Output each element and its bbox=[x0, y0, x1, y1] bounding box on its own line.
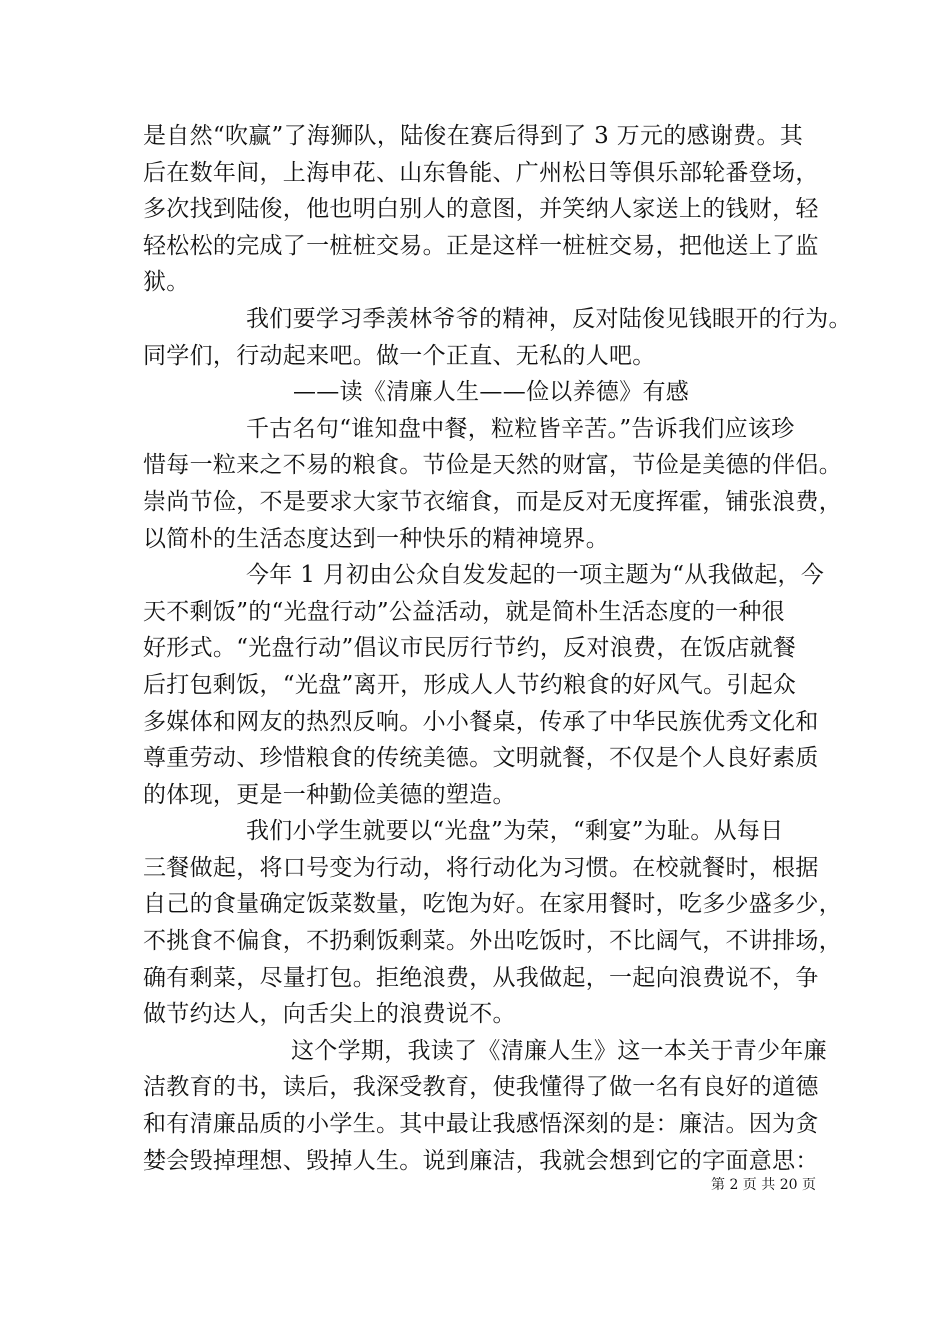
text-line-15: 好形式。“光盘行动”倡议市民厉行节约，反对浪费，在饭店就餐 bbox=[143, 635, 797, 662]
text-line-21: 三餐做起，将口号变为行动，将行动化为习惯。在校就餐时，根据 bbox=[143, 854, 819, 881]
text-line-25: 做节约达人，向舌尖上的浪费说不。 bbox=[143, 1001, 516, 1028]
text-line-23: 不挑食不偏食，不扔剩饭剩菜。外出吃饭时，不比阔气，不讲排场， bbox=[143, 928, 842, 955]
text-line-4: 轻松松的完成了一桩桩交易。正是这样一桩桩交易，把他送上了监 bbox=[143, 232, 819, 259]
text-line-7: 同学们，行动起来吧。做一个正直、无私的人吧。 bbox=[143, 342, 656, 369]
text-line-6: 我们要学习季羡林爷爷的精神，反对陆俊见钱眼开的行为。 bbox=[246, 305, 852, 332]
text-line-24: 确有剩菜，尽量打包。拒绝浪费，从我做起，一起向浪费说不，争 bbox=[143, 964, 819, 991]
text-line-20: 我们小学生就要以“光盘”为荣，“剩宴”为耻。从每日 bbox=[246, 818, 784, 845]
text-line-26: 这个学期，我读了《清廉人生》这一本关于青少年廉 bbox=[291, 1037, 827, 1064]
text-line-9: 千古名句“谁知盘中餐，粒粒皆辛苦。”告诉我们应该珍 bbox=[246, 415, 795, 442]
page-number: 第 2 页 共 20 页 bbox=[711, 1177, 816, 1193]
text-line-27: 洁教育的书，读后，我深受教育，使我懂得了做一名有良好的道德 bbox=[143, 1074, 819, 1101]
text-line-13: 今年 1 月初由公众自发发起的一项主题为“从我做起，今 bbox=[246, 562, 825, 589]
text-line-29: 婪会毁掉理想、毁掉人生。说到廉洁，我就会想到它的字面意思： bbox=[143, 1147, 819, 1174]
text-line-14: 天不剩饭”的“光盘行动”公益活动，就是简朴生活态度的一种很 bbox=[143, 598, 785, 625]
text-line-17: 多媒体和网友的热烈反响。小小餐桌，传承了中华民族优秀文化和 bbox=[143, 708, 819, 735]
article-subtitle: ——读《清廉人生——俭以养德》有感 bbox=[293, 379, 690, 406]
text-line-28: 和有清廉品质的小学生。其中最让我感悟深刻的是：廉洁。因为贪 bbox=[143, 1111, 819, 1138]
text-line-1: 是自然“吹赢”了海狮队，陆俊在赛后得到了 3 万元的感谢费。其 bbox=[143, 123, 804, 149]
text-line-22: 自己的食量确定饭菜数量，吃饱为好。在家用餐时，吃多少盛多少， bbox=[143, 891, 842, 918]
text-line-19: 的体现，更是一种勤俭美德的塑造。 bbox=[143, 781, 516, 808]
document-body bbox=[143, 118, 852, 1179]
text-line-11: 崇尚节俭，不是要求大家节衣缩食，而是反对无度挥霍，铺张浪费， bbox=[143, 488, 842, 515]
text-line-3: 多次找到陆俊，他也明白别人的意图，并笑纳人家送上的钱财，轻 bbox=[143, 196, 819, 223]
text-line-18: 尊重劳动、珍惜粮食的传统美德。文明就餐，不仅是个人良好素质 bbox=[143, 745, 819, 772]
text-line-10: 惜每一粒来之不易的粮食。节俭是天然的财富，节俭是美德的伴侣。 bbox=[143, 452, 842, 479]
text-line-12: 以简朴的生活态度达到一种快乐的精神境界。 bbox=[143, 525, 609, 552]
text-line-16: 后打包剩饭，“光盘”离开，形成人人节约粮食的好风气。引起众 bbox=[143, 671, 797, 698]
text-line-2: 后在数年间，上海申花、山东鲁能、广州松日等俱乐部轮番登场， bbox=[143, 159, 819, 186]
text-line-5: 狱。 bbox=[143, 269, 190, 296]
